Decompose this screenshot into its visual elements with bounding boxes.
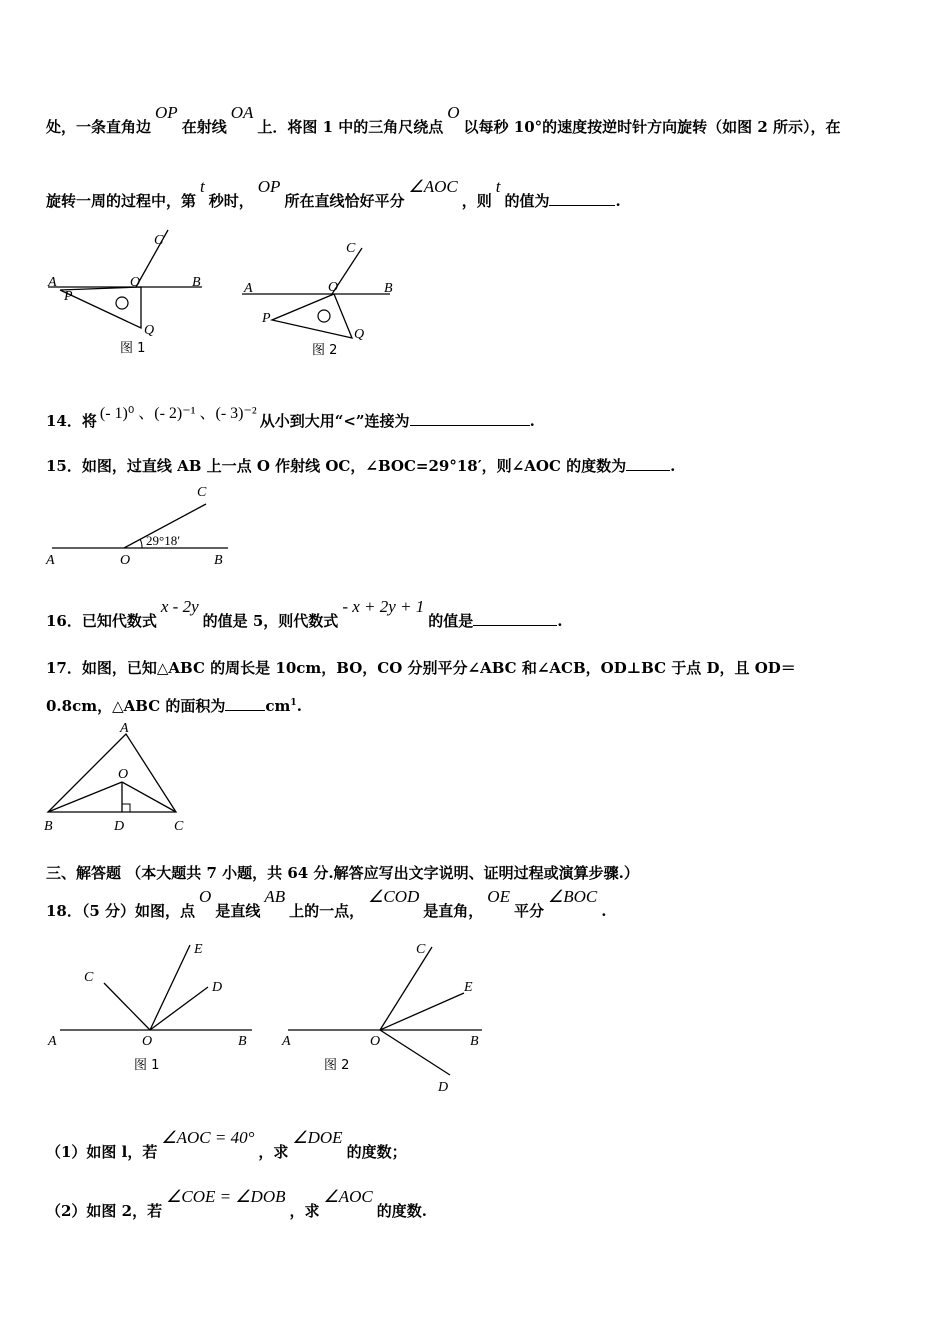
- q13-figures: [40, 230, 400, 360]
- math-oa: OA: [230, 103, 254, 122]
- q18-fig1-label-d: D: [212, 980, 223, 995]
- section-heading: 三、解答题 （本大题共 7 小题，共 64 分.解答应写出文字说明、证明过程或演算步骤.）: [46, 864, 639, 882]
- q17-right-angle: [122, 804, 130, 812]
- q18-fig1-label-o: O: [142, 1034, 153, 1049]
- q17-label-a: A: [120, 721, 129, 736]
- math-oe: OE: [487, 887, 510, 906]
- q18-fig2-label-d: D: [438, 1080, 449, 1095]
- fig2-label-c: C: [346, 241, 356, 256]
- q17-label-b: B: [44, 819, 53, 834]
- q18-fig1-caption: 图 1: [134, 1058, 160, 1073]
- q15-angle-arc: [140, 539, 142, 548]
- answer-blank: [473, 611, 557, 626]
- q18-part1: （1）如图 l，若∠AOC = 40°，求∠DOE的度数；: [46, 1128, 407, 1161]
- q15: 15．如图，过直线 AB 上一点 O 作射线 OC，∠BOC=29°18′，则∠AOC 的度数为 .: [46, 457, 676, 475]
- math-boc: ∠BOC: [547, 887, 598, 906]
- q18-part2: （2）如图 2，若∠COE = ∠DOB，求∠AOC的度数.: [46, 1187, 427, 1220]
- q15-label-a: A: [46, 553, 55, 568]
- q18-figures: [40, 935, 500, 1095]
- math-o: O: [199, 887, 212, 906]
- math-t2: t: [495, 177, 501, 196]
- fig1-hole: [116, 297, 128, 309]
- math-t: t: [200, 177, 205, 196]
- answer-blank: [626, 456, 670, 471]
- q18-fig2-caption: 图 2: [324, 1058, 350, 1073]
- q17-figure: [40, 720, 200, 835]
- answer-blank: [225, 696, 265, 711]
- math-op: OP: [155, 103, 178, 122]
- math-aoc: ∠AOC: [323, 1187, 373, 1206]
- q18-fig2-label-e: E: [464, 980, 473, 995]
- q18-fig1-ray-oe: [150, 945, 190, 1030]
- q15-label-o: O: [120, 553, 131, 568]
- q13-line1: 处，一条直角边OP在射线OA上．将图 1 中的三角尺绕点O以每秒 10°的速度按逆时针方向旋转（如图 2 所示），在: [46, 103, 841, 136]
- fig2-label-q: Q: [354, 327, 365, 342]
- fig1-label-a: A: [48, 275, 57, 290]
- q17-label-o: O: [118, 767, 129, 782]
- fig1-caption: 图 1: [120, 341, 146, 356]
- q16-expr2: - x + 2y + 1: [342, 597, 425, 616]
- q18-fig1-ray-od: [150, 987, 208, 1030]
- q18-fig2-label-a: A: [282, 1034, 291, 1049]
- q18-fig1-label-e: E: [194, 942, 203, 957]
- q17-segment-bo: [48, 782, 122, 812]
- q16-expr1: x - 2y: [160, 597, 199, 616]
- q17-line2: 0.8cm，△ABC 的面积为 $cm^1$.: [46, 697, 302, 715]
- fig1-label-c: C: [154, 233, 164, 248]
- fig2-triangle: [272, 294, 352, 338]
- q17-triangle: [48, 734, 176, 812]
- answer-blank: [549, 191, 615, 206]
- q14: 14．将 (- 1)⁰ 、(- 2)⁻¹ 、(- 3)⁻² 从小到大用“<”连接为 .: [46, 405, 535, 430]
- fig2-label-p: P: [262, 311, 271, 326]
- math-coe-dob: ∠COE = ∠DOB: [166, 1187, 286, 1206]
- q18-fig1-label-c: C: [84, 970, 94, 985]
- fig1-label-b: B: [192, 275, 201, 290]
- fig2-hole: [318, 310, 330, 322]
- q17-label-c: C: [174, 819, 184, 834]
- fig1-label-p: P: [64, 289, 73, 304]
- fig1-label-o: O: [130, 275, 141, 290]
- q17-label-d: D: [114, 819, 125, 834]
- q18-stem: 18．（5 分）如图，点O是直线AB上的一点，∠COD是直角，OE平分∠BOC.: [46, 887, 607, 920]
- q15-label-b: B: [214, 553, 223, 568]
- q14-expression: (- 1)⁰ 、(- 2)⁻¹ 、(- 3)⁻²: [99, 405, 257, 422]
- math-aoc: ∠AOC: [408, 177, 458, 196]
- math-cod: ∠COD: [368, 887, 420, 906]
- q18-fig2-label-b: B: [470, 1034, 479, 1049]
- q17-line1: 17．如图，已知△ABC 的周长是 10cm，BO，CO 分别平分∠ABC 和∠ACB，OD⊥BC 于点 D，且 OD＝: [46, 659, 796, 677]
- q15-label-c: C: [197, 485, 207, 500]
- fig2-label-b: B: [384, 281, 393, 296]
- q18-fig2-ray-od: [380, 1030, 450, 1075]
- fig2-label-a: A: [244, 281, 253, 296]
- q18-fig2-label-o: O: [370, 1034, 381, 1049]
- answer-blank: [410, 411, 530, 426]
- fig2-caption: 图 2: [312, 343, 338, 358]
- q18-fig1-label-a: A: [48, 1034, 57, 1049]
- math-doe: ∠DOE: [292, 1128, 343, 1147]
- q15-angle-label: 29°18′: [146, 533, 181, 548]
- q16: 16．已知代数式x - 2y的值是 5，则代数式- x + 2y + 1的值是 .: [46, 597, 563, 630]
- q18-fig2-label-c: C: [416, 942, 426, 957]
- math-op2: OP: [257, 177, 281, 196]
- fig1-label-q: Q: [144, 323, 155, 338]
- math-ab: AB: [264, 887, 286, 906]
- q18-fig1-label-b: B: [238, 1034, 247, 1049]
- fig2-label-o: O: [328, 280, 339, 295]
- q18-fig2-ray-oc: [380, 947, 432, 1030]
- q13-line2: 旋转一周的过程中，第t秒时，OP所在直线恰好平分∠AOC，则t的值为 .: [46, 177, 621, 210]
- math-aoc-40: ∠AOC = 40°: [161, 1128, 255, 1147]
- q18-fig2-ray-oe: [380, 993, 464, 1030]
- q15-figure: [40, 482, 260, 572]
- q18-fig1-ray-oc: [104, 983, 150, 1030]
- math-o: O: [447, 103, 460, 122]
